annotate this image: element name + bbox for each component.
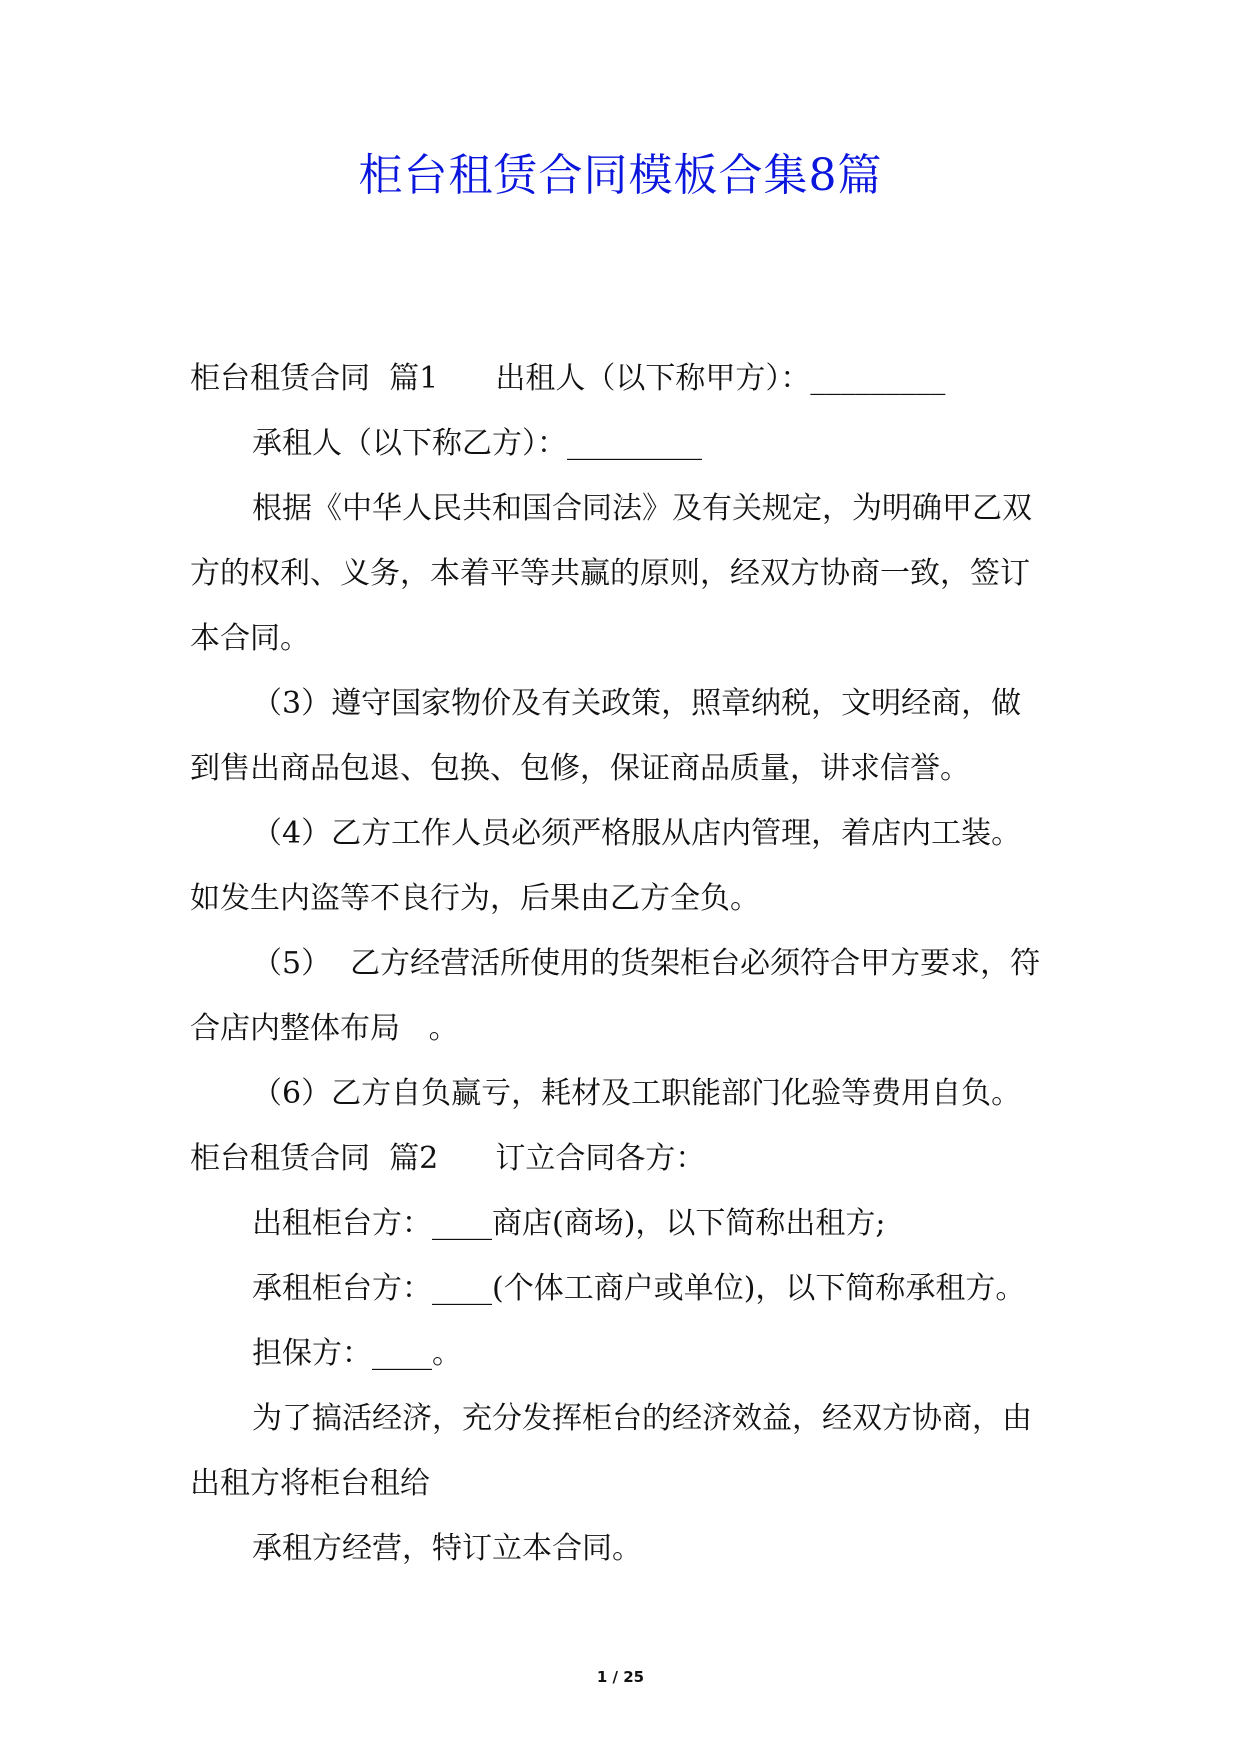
lessee-line: 承租人（以下称乙方）：_________ — [252, 426, 702, 461]
section-1-heading-line: 柜台租赁合同 篇1 出租人（以下称甲方）：_________ — [190, 361, 946, 396]
clause-6-line: （6）乙方自负赢亏，耗材及工职能部门化验等费用自负。 — [252, 1076, 1022, 1111]
clause-3-line: （3）遵守国家物价及有关政策，照章纳税，文明经商，做 — [252, 686, 1022, 721]
paragraph-line: 根据《中华人民共和国合同法》及有关规定，为明确甲乙双 — [252, 491, 1032, 526]
paragraph-line: 方的权利、义务，本着平等共赢的原则，经双方协商一致，签订 — [190, 556, 1030, 591]
lessee-party-line: 承租柜台方：____(个体工商户或单位)，以下简称承租方。 — [252, 1271, 1026, 1306]
lessor-party-line: 出租柜台方：____商店(商场)，以下简称出租方; — [252, 1206, 886, 1241]
clause-4-line: （4）乙方工作人员必须严格服从店内管理，着店内工装。 — [252, 816, 1022, 851]
paragraph-line: 承租方经营，特订立本合同。 — [252, 1531, 642, 1566]
paragraph-line: 为了搞活经济，充分发挥柜台的经济效益，经双方协商，由 — [252, 1401, 1032, 1436]
section-2-heading-line: 柜台租赁合同 篇2 订立合同各方： — [190, 1141, 706, 1176]
clause-3-line: 到售出商品包退、包换、包修，保证商品质量，讲求信誉。 — [190, 751, 970, 786]
clause-4-line: 如发生内盗等不良行为，后果由乙方全负。 — [190, 881, 760, 916]
page-number: 1 / 25 — [596, 1668, 645, 1686]
guarantor-line: 担保方：____。 — [252, 1336, 462, 1371]
paragraph-line: 本合同。 — [190, 621, 310, 656]
document-title: 柜台租赁合同模板合集8篇 — [358, 150, 883, 201]
clause-5-line: （5） 乙方经营活所使用的货架柜台必须符合甲方要求，符 — [252, 946, 1041, 981]
clause-5-line: 合店内整体布局 。 — [190, 1011, 459, 1046]
paragraph-line: 出租方将柜台租给 — [190, 1466, 430, 1501]
